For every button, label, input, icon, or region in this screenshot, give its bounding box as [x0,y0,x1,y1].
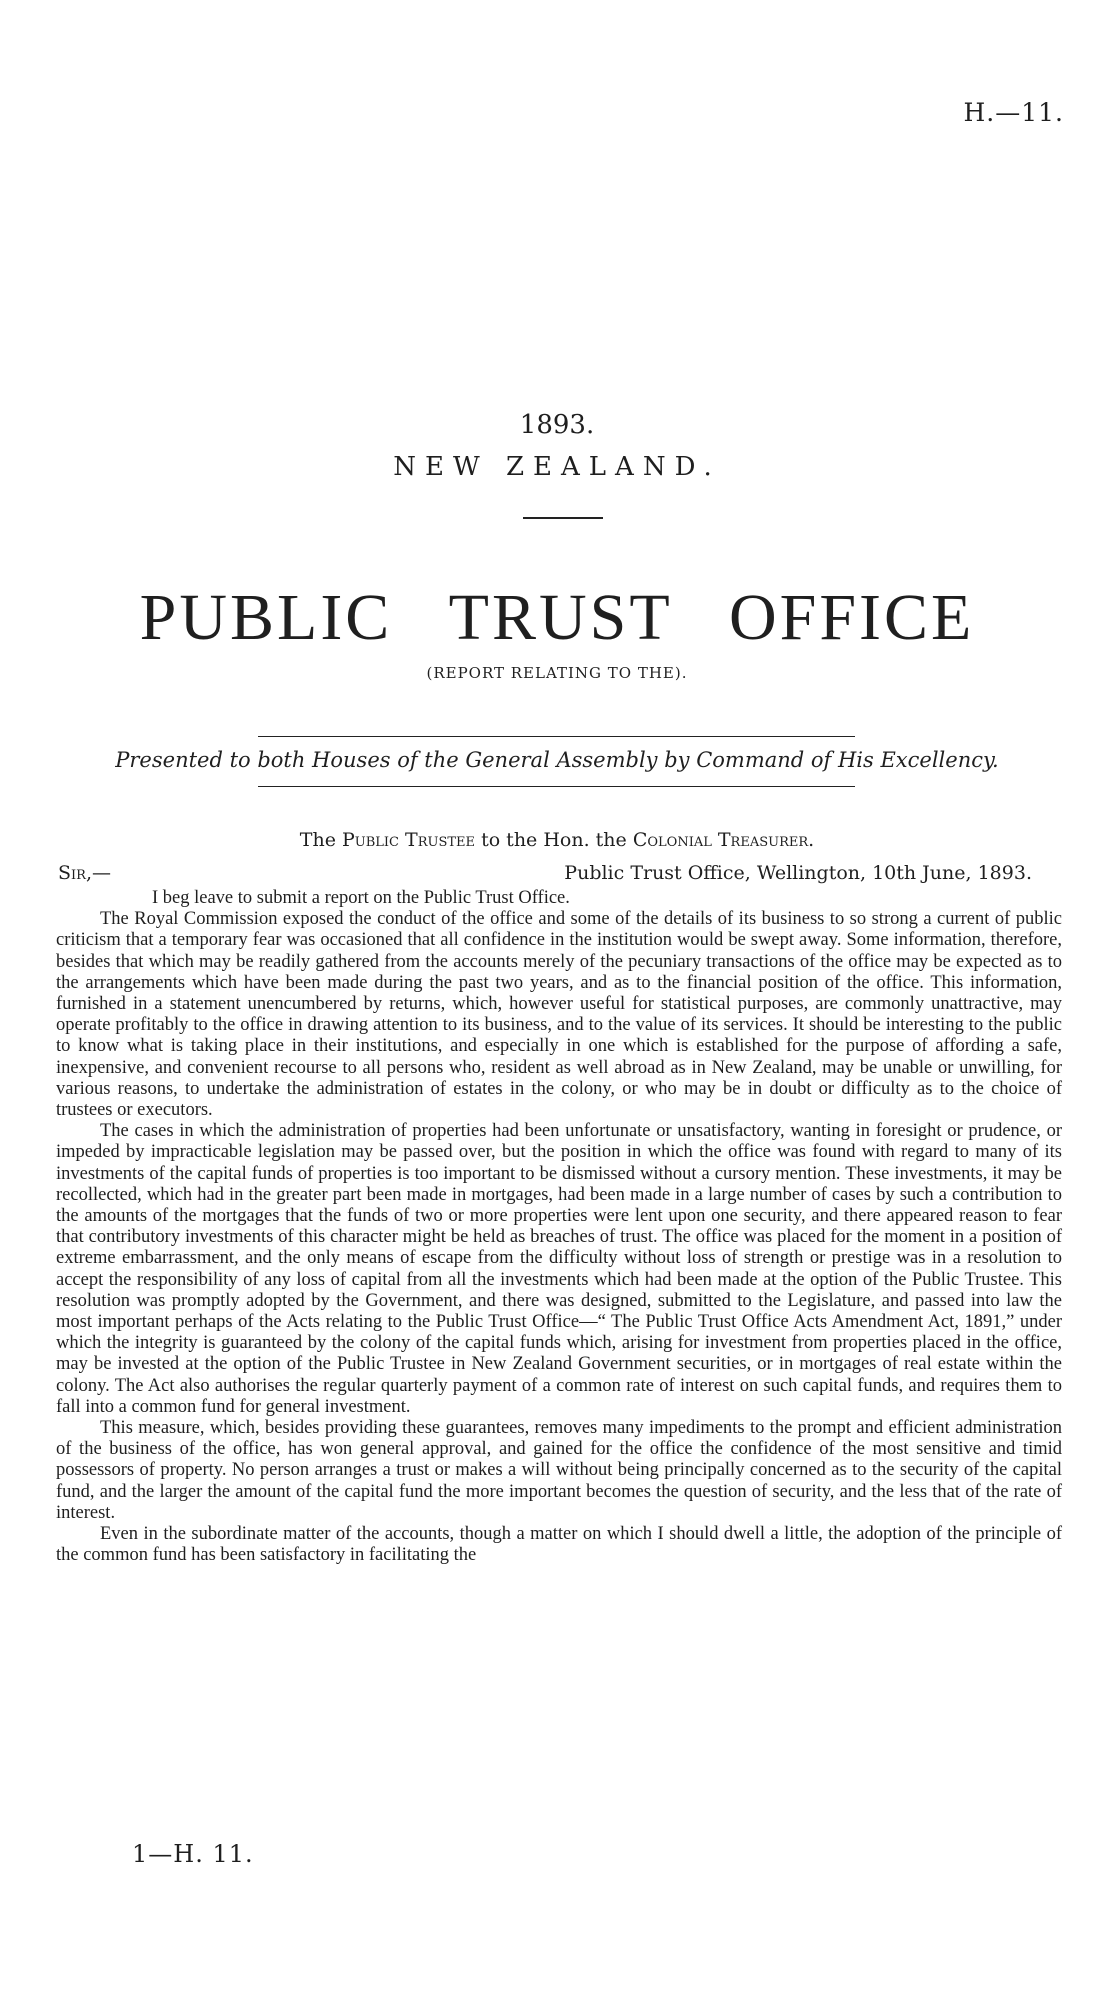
letter-body [56,888,1062,1567]
dateline: Public Trust Office, Wellington, 10th June, 1893. [564,862,1032,884]
heading-sender: Public Trustee [342,829,476,851]
heading-part-2: to the Hon. the [475,829,633,851]
publication-year: 1893. [519,410,595,440]
presented-line: Presented to both Houses of the General Assembly by Command of His Excellency. [115,748,999,772]
short-divider [523,517,603,519]
presented-rule-top [258,736,855,737]
paragraph-3: The cases in which the administration of properties had been unfortunate or unsatisfactory, wanting in foresight or prudence, or impeded by impracticable legislation may be passed over, but the position in which the office was found with regard to many of its investments of the capital funds of properties is too important to be dismissed without a cursory mention. These investments, it may be recollected, which had in the greater part been made in mortgages, had been made in a large number of cases by such a contribution to the amounts of the mortgages that the funds of two or more properties were lent upon one security, and there appeared reason to fear that contributory investments of this character might be held as breaches of trust. The office was placed for the moment in a position of extreme embarrassment, and the only means of escape from the difficulty without loss of strength or prestige was in a resolution to accept the responsibility of any loss of capital from all the investments which had been made at the option of the Public Trustee. This resolution was promptly adopted by the Government, and there was designed, submitted to the Legislature, and passed into law the most important perhaps of the Acts relating to the Public Trust Office—“ The Public Trust Office Acts Amendment Act, 1891,” under which the integrity is guaranteed by the colony of the capital funds which, arising for investment from properties placed in the office, may be invested at the option of the Public Trustee in New Zealand Government securities, or in mortgages of real estate within the colony. The Act also authorises the regular quarterly payment of a common rate of interest on such capital funds, and requires them to fall into a common fund for general investment. [56,1121,1062,1417]
paragraph-1: I beg leave to submit a report on the Public Trust Office. [152,888,570,908]
footer-signature-mark: 1—H. 11. [132,1840,254,1868]
letter-heading [0,829,1114,851]
paragraph-4: This measure, which, besides providing these guarantees, removes many impediments to the prompt and efficient administration of the business of the office, has won general approval, and gained for the office the confidence of the most sensitive and timid possessors of property. No person arranges a trust or makes a will without being principally concerned as to the security of the capital fund, and the larger the amount of the capital fund the more important becomes the question of security, and the less that of the rate of interest. [56,1418,1062,1523]
salutation: Sir,— [58,862,111,884]
page-identifier: H.—11. [963,98,1064,127]
heading-recipient: Colonial Treasurer. [632,829,815,851]
paragraph-5: Even in the subordinate matter of the accounts, though a matter on which I should dwell a little, the adoption of the principle of the common fund has been satisfactory in facilitating the [56,1524,1062,1566]
heading-part-1: The [299,829,342,851]
document-title: PUBLIC TRUST OFFICE [139,581,975,654]
document-subtitle: (REPORT RELATING TO THE). [426,664,688,682]
presented-rule-bottom [258,786,855,787]
country-heading: NEW ZEALAND. [393,452,721,482]
paragraph-2: The Royal Commission exposed the conduct of the office and some of the details of its business to so strong a current of public criticism that a temporary fear was occasioned that all confidence in the institution would be swept away. Some information, therefore, besides that which may be readily gathered from the accounts merely of the pecuniary transactions of the office may be expected as to the arrangements which have been made during the past two years, and as to the financial position of the office. This information, furnished in a statement unencumbered by returns, which, however useful for statistical purposes, are commonly unattractive, may operate profitably to the office in drawing attention to its business, and to the value of its services. It should be interesting to the public to know what is taking place in their institutions, and especially in one which is established for the purpose of affording a safe, inexpensive, and convenient recourse to all persons who, resident as well abroad as in New Zealand, may be unable or unwilling, for various reasons, to undertake the administration of estates in the colony, or who may be in doubt or difficulty as to the choice of trustees or executors. [56,909,1062,1121]
